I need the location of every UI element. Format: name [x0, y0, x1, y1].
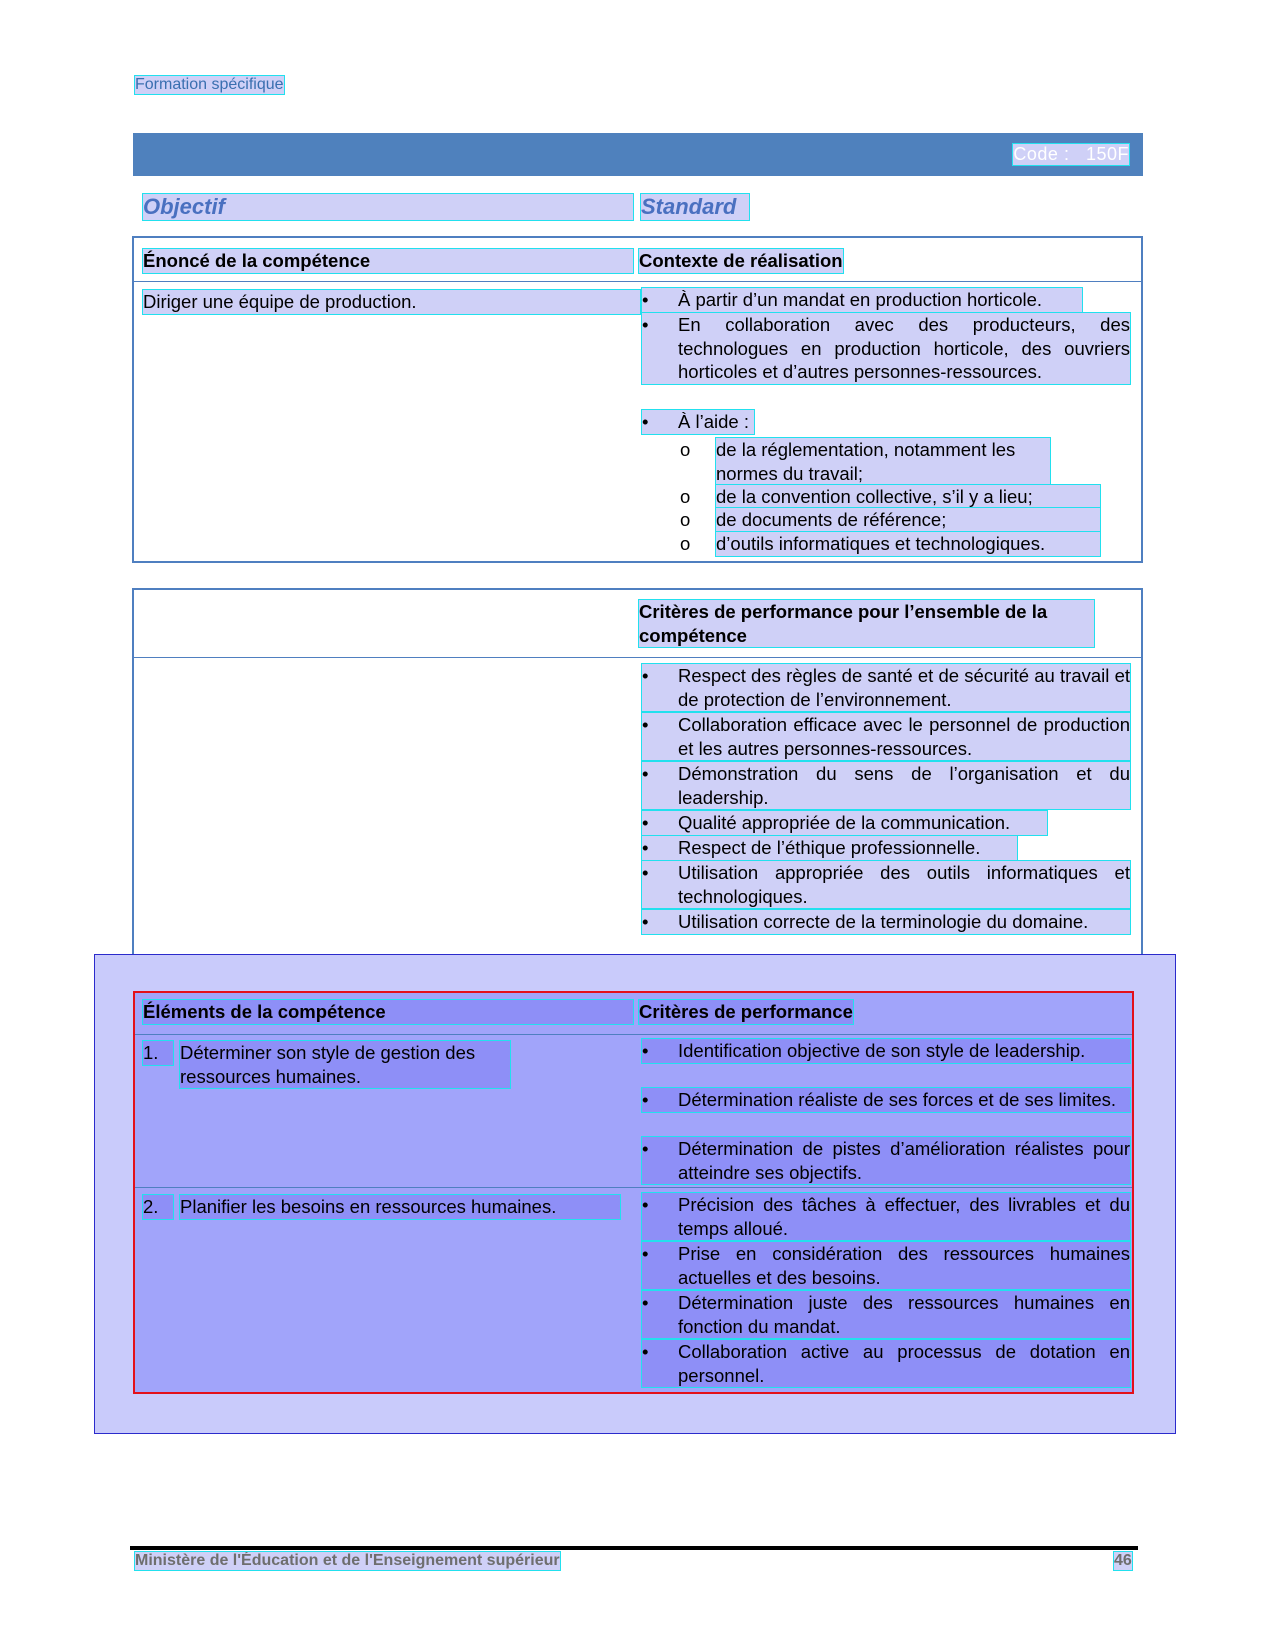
- element-number: 1.: [143, 1041, 173, 1065]
- context-item: • À partir d’un mandat en production horticole.: [642, 288, 1082, 312]
- footer-ministry: Ministère de l'Éducation et de l'Enseignement supérieur: [135, 1552, 560, 1569]
- circle-bullet-icon: o: [680, 509, 691, 530]
- bullet-icon: •: [642, 1040, 649, 1061]
- performance-criterion: • Utilisation correcte de la terminologie du domaine.: [642, 910, 1130, 934]
- code-bar: [133, 133, 1143, 176]
- context-item: • En collaboration avec des producteurs, des technologues en production horticole, des ouvriers horticoles et d’autres personnes-ressources.: [642, 314, 1130, 382]
- bullet-icon: •: [642, 1089, 649, 1110]
- element-criterion: • Précision des tâches à effectuer, des livrables et du temps alloué.: [642, 1194, 1130, 1239]
- objective-column-title: Objectif: [143, 194, 633, 220]
- performance-criterion: • Respect de l’éthique professionnelle.: [642, 836, 1017, 860]
- bullet-icon: •: [642, 1243, 649, 1264]
- competence-statement: Diriger une équipe de production.: [143, 290, 640, 314]
- code-label: Code : 150F: [1013, 144, 1129, 164]
- bullet-icon: •: [642, 911, 649, 932]
- element-text: Planifier les besoins en ressources humaines.: [180, 1195, 620, 1219]
- element-criterion: • Détermination réaliste de ses forces et de ses limites.: [642, 1088, 1130, 1112]
- overall-performance-header: Critères de performance pour l’ensemble de la compétence: [639, 600, 1094, 647]
- element-criterion: • Prise en considération des ressources humaines actuelles et des besoins.: [642, 1243, 1130, 1288]
- element-text: Déterminer son style de gestion des ressources humaines.: [180, 1041, 510, 1088]
- bullet-icon: •: [642, 1138, 649, 1159]
- circle-bullet-icon: o: [680, 486, 691, 507]
- table-row-divider: [135, 1034, 1132, 1035]
- page-number: 46: [1114, 1552, 1132, 1569]
- standard-column-title: Standard: [641, 194, 749, 220]
- bullet-icon: •: [642, 862, 649, 883]
- bullet-icon: •: [642, 812, 649, 833]
- circle-bullet-icon: o: [680, 439, 691, 460]
- element-criterion: • Détermination juste des ressources humaines en fonction du mandat.: [642, 1292, 1130, 1337]
- performance-criterion: • Qualité appropriée de la communication.: [642, 811, 1047, 835]
- performance-criterion: • Utilisation appropriée des outils informatiques et technologiques.: [642, 862, 1130, 907]
- performance-criterion: • Démonstration du sens de l’organisation et du leadership.: [642, 763, 1130, 808]
- bullet-icon: •: [642, 763, 649, 784]
- context-sub-item: o de la convention collective, s’il y a lieu;: [680, 485, 1100, 509]
- table-row-divider: [134, 281, 1141, 282]
- footer-rule: [130, 1546, 1138, 1550]
- context-sub-item: o d’outils informatiques et technologiques.: [680, 532, 1100, 556]
- performance-criterion: • Collaboration efficace avec le personnel de production et les autres personnes-ressources.: [642, 714, 1130, 759]
- code-value: 150F: [1085, 144, 1129, 164]
- bullet-icon: •: [642, 1194, 649, 1215]
- elements-header: Éléments de la compétence: [143, 1000, 633, 1024]
- bullet-icon: •: [642, 665, 649, 686]
- document-header-title: Formation spécifique: [135, 76, 284, 93]
- bullet-icon: •: [642, 1292, 649, 1313]
- bullet-icon: •: [642, 289, 649, 310]
- element-number: 2.: [143, 1195, 173, 1219]
- criteria-header: Critères de performance: [639, 1001, 853, 1022]
- bullet-icon: •: [642, 314, 649, 335]
- bullet-icon: •: [642, 1341, 649, 1362]
- bullet-icon: •: [642, 714, 649, 735]
- element-criterion: • Collaboration active au processus de dotation en personnel.: [642, 1341, 1130, 1386]
- context-header: Contexte de réalisation: [639, 250, 843, 271]
- element-criterion: • Identification objective de son style de leadership.: [642, 1039, 1130, 1063]
- bullet-icon: •: [642, 411, 649, 432]
- table-row-divider: [134, 657, 1141, 658]
- context-item: • À l’aide :: [642, 410, 754, 434]
- performance-criterion: • Respect des règles de santé et de sécurité au travail et de protection de l’environnement.: [642, 665, 1130, 710]
- bullet-icon: •: [642, 837, 649, 858]
- table-row-divider: [135, 1187, 1132, 1188]
- context-sub-item: o de la réglementation, notamment les normes du travail;: [680, 438, 1050, 485]
- context-sub-item: o de documents de référence;: [680, 508, 1100, 532]
- competence-statement-header: Énoncé de la compétence: [143, 249, 633, 273]
- circle-bullet-icon: o: [680, 533, 691, 554]
- element-criterion: • Détermination de pistes d’amélioration réalistes pour atteindre ses objectifs.: [642, 1138, 1130, 1183]
